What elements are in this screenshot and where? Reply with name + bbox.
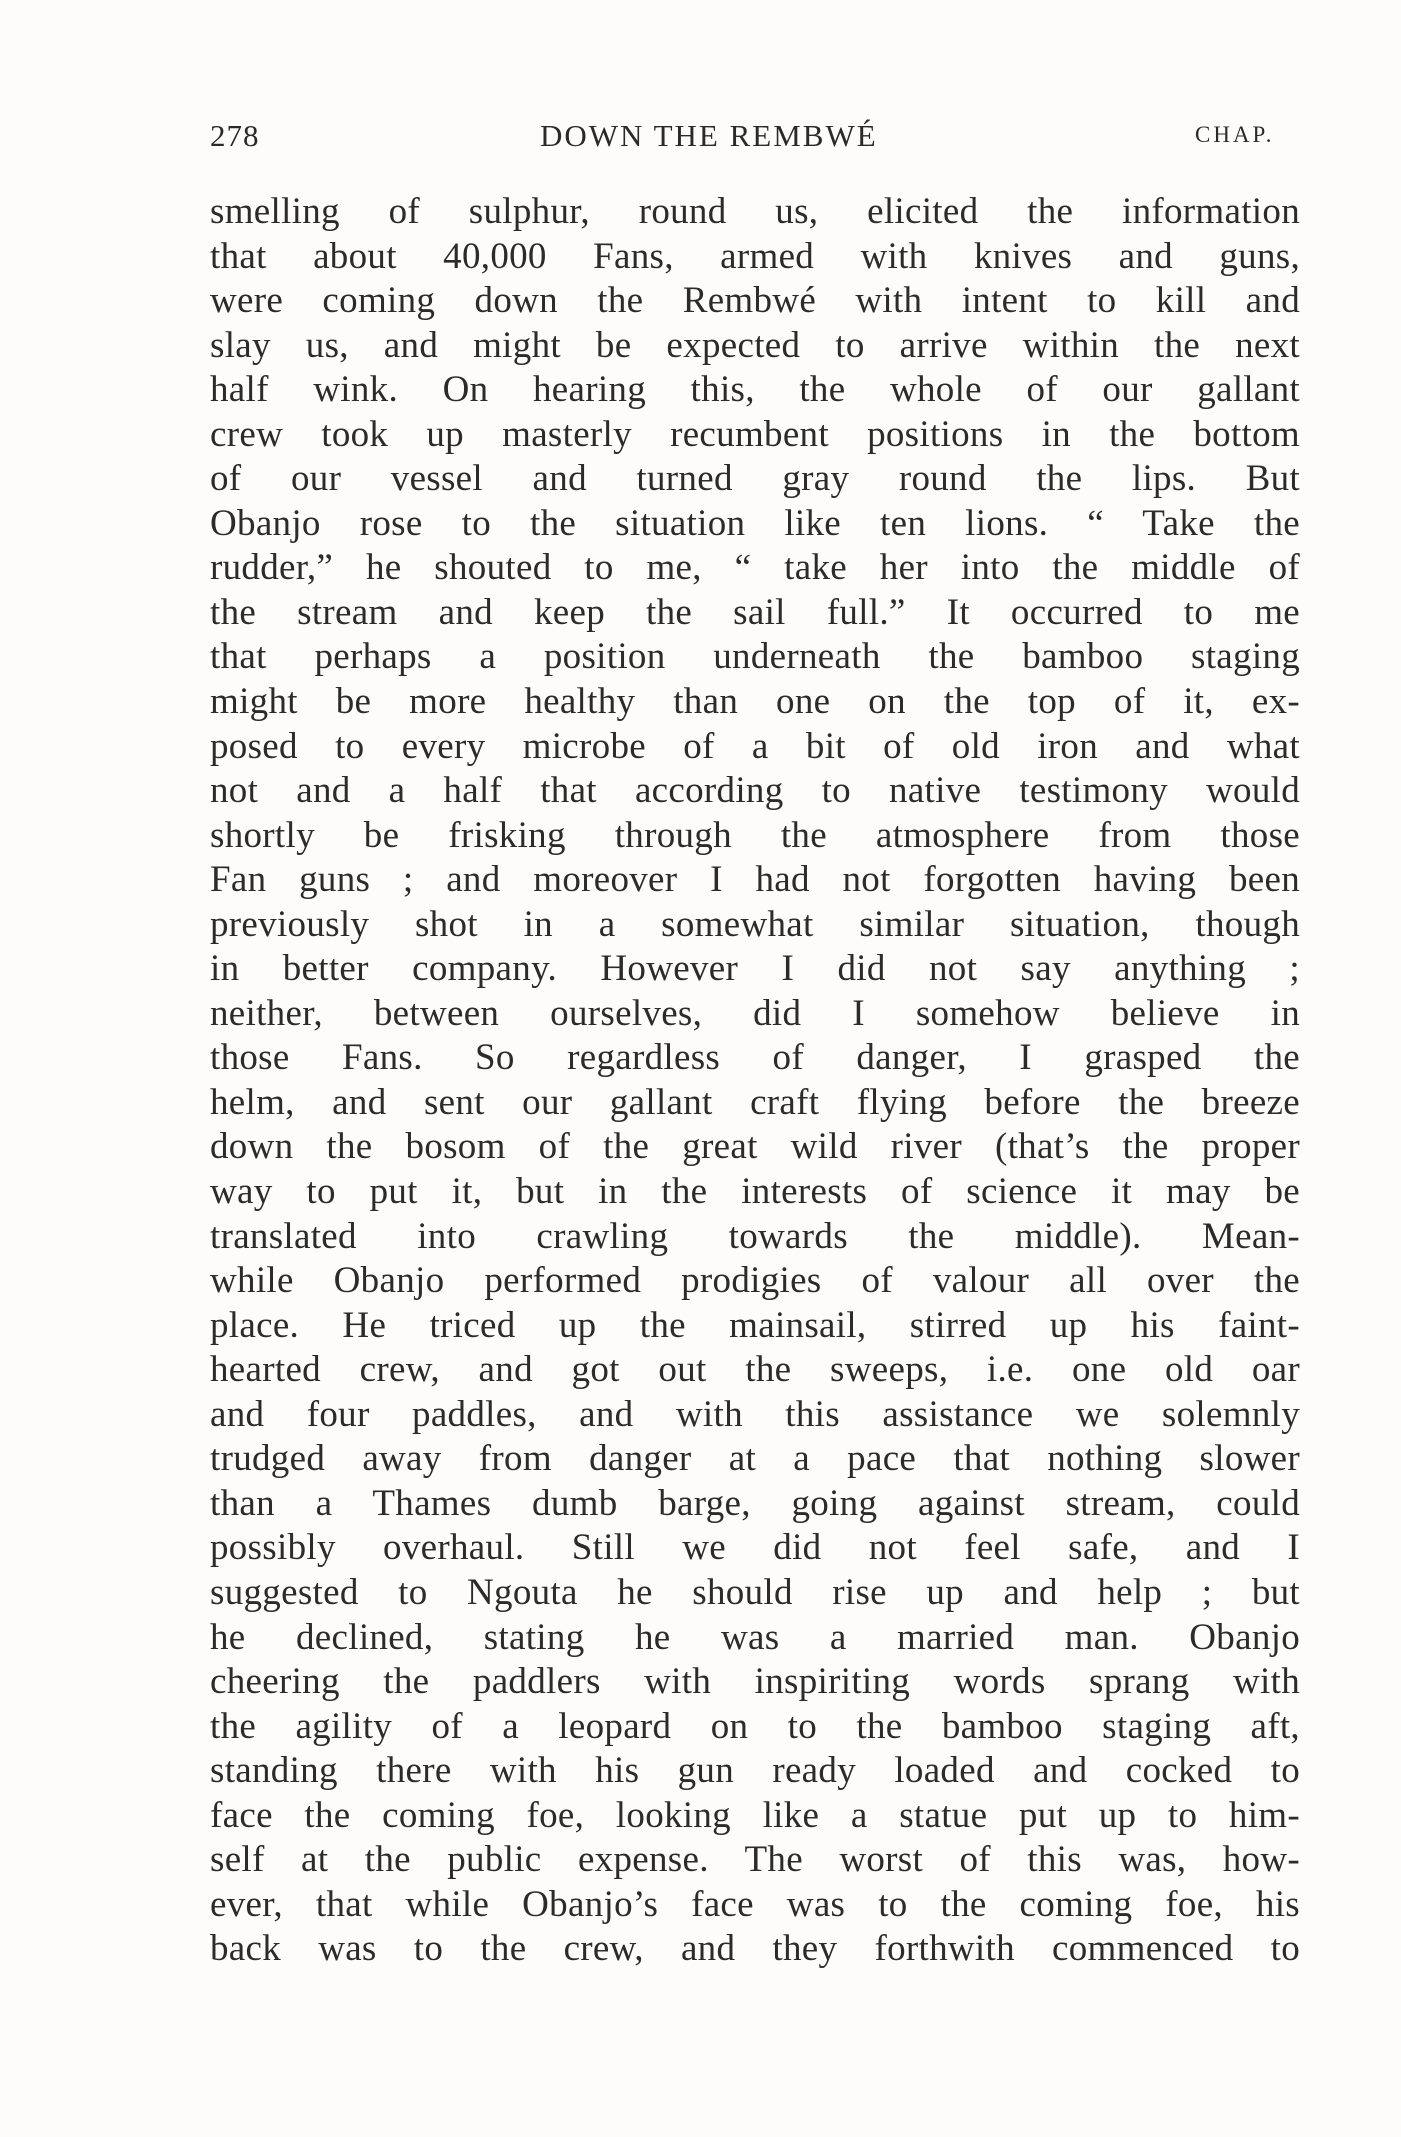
- page-number: 278: [210, 118, 260, 153]
- text-line: in better company. However I did not say anything ;: [210, 948, 1300, 990]
- text-line: previously shot in a somewhat similar situation, though: [210, 903, 1300, 945]
- chapter-label: CHAP.: [1195, 122, 1275, 147]
- text-line: face the coming foe, looking like a statue put up to him-: [210, 1794, 1300, 1836]
- page-header: [210, 112, 1310, 162]
- text-line: slay us, and might be expected to arrive within the next: [210, 324, 1300, 366]
- text-line: hearted crew, and got out the sweeps, i.e. one old oar: [210, 1349, 1300, 1391]
- text-line: suggested to Ngouta he should rise up and help ; but: [210, 1571, 1300, 1613]
- text-line: were coming down the Rembwé with intent to kill and: [210, 280, 1300, 322]
- text-line: ever, that while Obanjo’s face was to the coming foe, his: [210, 1883, 1300, 1925]
- text-line: translated into crawling towards the middle). Mean-: [210, 1215, 1300, 1257]
- text-line: than a Thames dumb barge, going against stream, could: [210, 1482, 1300, 1524]
- body-text: [210, 190, 1300, 1972]
- text-line: smelling of sulphur, round us, elicited the information: [210, 191, 1300, 232]
- text-line: rudder,” he shouted to me, “ take her into the middle of: [210, 547, 1300, 589]
- text-line: possibly overhaul. Still we did not feel safe, and I: [210, 1527, 1300, 1569]
- text-line: neither, between ourselves, did I somehow believe in: [210, 992, 1300, 1034]
- text-line: that perhaps a position underneath the bamboo staging: [210, 636, 1300, 678]
- running-title: DOWN THE REMBWÉ: [540, 118, 878, 153]
- text-line: way to put it, but in the interests of science it may be: [210, 1171, 1300, 1213]
- text-line: cheering the paddlers with inspiriting words sprang with: [210, 1661, 1300, 1703]
- text-line: Obanjo rose to the situation like ten lions. “ Take the: [210, 502, 1300, 544]
- text-line: the stream and keep the sail full.” It occurred to me: [210, 591, 1300, 633]
- text-line: half wink. On hearing this, the whole of our gallant: [210, 369, 1300, 411]
- text-line: of our vessel and turned gray round the lips. But: [210, 458, 1300, 500]
- text-line: not and a half that according to native testimony would: [210, 770, 1300, 812]
- text-line: those Fans. So regardless of danger, I grasped the: [210, 1037, 1300, 1079]
- text-line: Fan guns ; and moreover I had not forgotten having been: [210, 859, 1300, 901]
- text-line: place. He triced up the mainsail, stirred up his faint-: [210, 1304, 1300, 1346]
- text-line: standing there with his gun ready loaded and cocked to: [210, 1750, 1300, 1792]
- text-line: down the bosom of the great wild river (that’s the proper: [210, 1126, 1300, 1168]
- text-line: helm, and sent our gallant craft flying before the breeze: [210, 1081, 1300, 1123]
- text-line: that about 40,000 Fans, armed with knives and guns,: [210, 235, 1300, 277]
- text-line: self at the public expense. The worst of this was, how-: [210, 1839, 1300, 1881]
- text-line: posed to every microbe of a bit of old iron and what: [210, 725, 1300, 767]
- text-line: the agility of a leopard on to the bamboo staging aft,: [210, 1705, 1300, 1747]
- text-line: might be more healthy than one on the top of it, ex-: [210, 681, 1300, 723]
- text-line: back was to the crew, and they forthwith commenced to: [210, 1928, 1300, 1970]
- text-line: trudged away from danger at a pace that nothing slower: [210, 1438, 1300, 1480]
- text-line: crew took up masterly recumbent positions in the bottom: [210, 413, 1300, 455]
- text-line: he declined, stating he was a married man. Obanjo: [210, 1616, 1300, 1658]
- text-line: and four paddles, and with this assistance we solemnly: [210, 1393, 1300, 1435]
- text-line: shortly be frisking through the atmosphere from those: [210, 814, 1300, 856]
- text-line: while Obanjo performed prodigies of valour all over the: [210, 1260, 1300, 1302]
